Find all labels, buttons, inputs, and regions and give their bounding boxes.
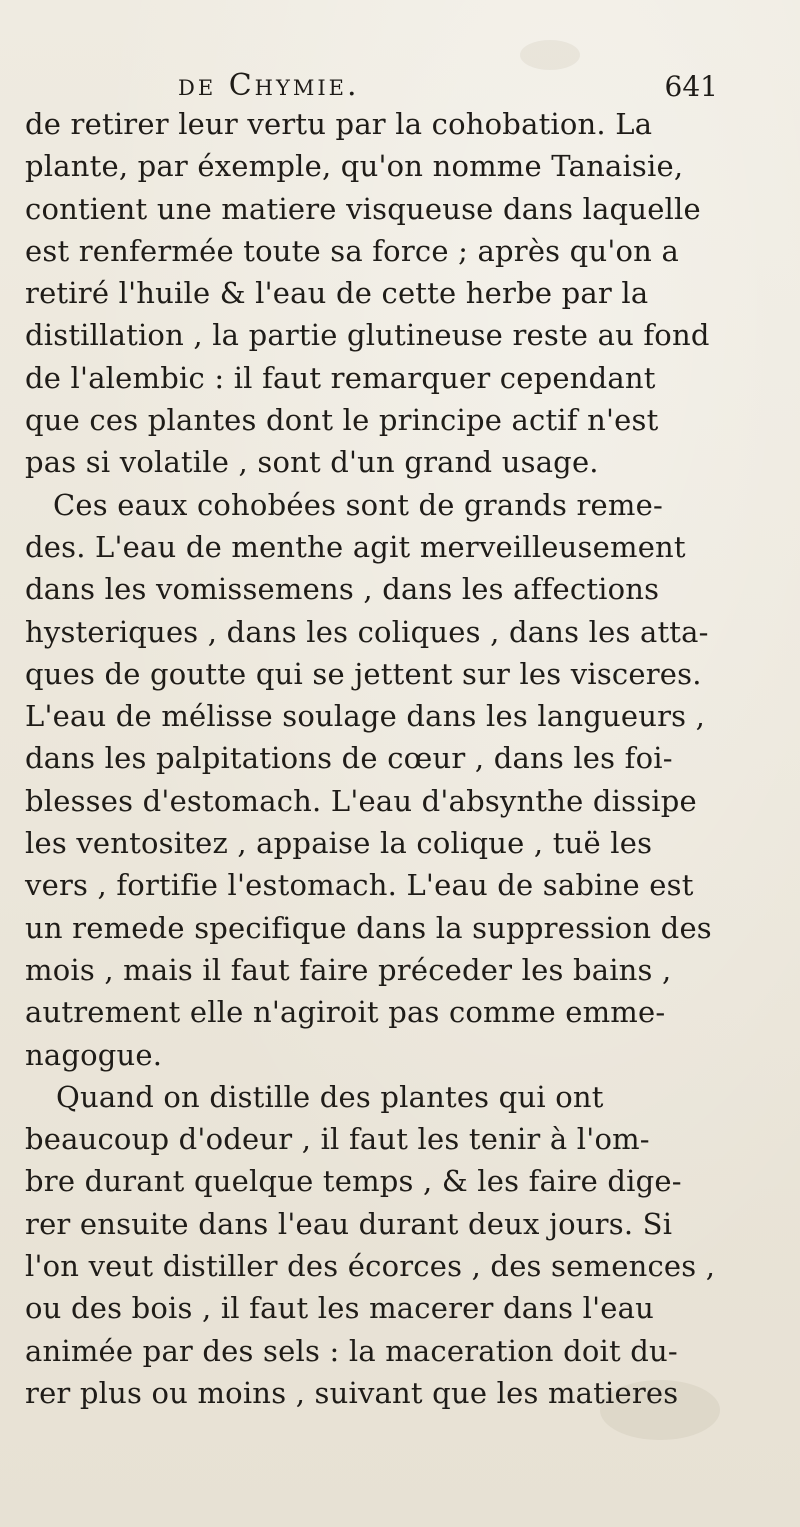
- text-line: est renfermée toute sa force ; après qu'on a: [25, 233, 679, 268]
- running-head: de Chymie.: [178, 68, 360, 103]
- text-line: les ventositez , appaise la colique , tuë les: [25, 826, 653, 861]
- text-line: des. L'eau de menthe agit merveilleusement: [25, 529, 686, 564]
- paper-stain: [520, 40, 580, 70]
- text-line: Ces eaux cohobées sont de grands reme-: [53, 487, 663, 522]
- text-line: l'on veut distiller des écorces , des semences ,: [25, 1249, 716, 1284]
- text-line: autrement elle n'agiroit pas comme emme-: [25, 995, 666, 1030]
- text-line: retiré l'huile & l'eau de cette herbe par la: [25, 276, 649, 311]
- page-header: [178, 68, 718, 108]
- text-line: rer ensuite dans l'eau durant deux jours. Si: [25, 1206, 673, 1241]
- body-text: [25, 103, 785, 1414]
- text-line: animée par des sels : la maceration doit du-: [25, 1333, 678, 1368]
- text-line: que ces plantes dont le principe actif n'est: [25, 403, 659, 438]
- text-line: blesses d'estomach. L'eau d'absynthe dissipe: [25, 783, 697, 818]
- text-line: un remede specifique dans la suppression des: [25, 910, 712, 945]
- text-line: ques de goutte qui se jettent sur les visceres.: [25, 656, 702, 691]
- text-line: vers , fortifie l'estomach. L'eau de sabine est: [25, 868, 694, 903]
- text-line: plante, par éxemple, qu'on nomme Tanaisie,: [25, 149, 684, 184]
- text-line: nagogue.: [25, 1037, 163, 1072]
- text-line: contient une matiere visqueuse dans laquelle: [25, 191, 701, 226]
- text-line: bre durant quelque temps , & les faire dige-: [25, 1164, 682, 1199]
- text-line: de l'alembic : il faut remarquer cependant: [25, 360, 656, 395]
- text-line: dans les palpitations de cœur , dans les foi-: [25, 741, 673, 776]
- text-line: L'eau de mélisse soulage dans les langueurs ,: [25, 699, 706, 734]
- text-line: ou des bois , il faut les macerer dans l'eau: [25, 1291, 655, 1326]
- page-number: 641: [664, 70, 718, 103]
- text-line: pas si volatile , sont d'un grand usage.: [25, 445, 599, 480]
- text-line: distillation , la partie glutineuse reste au fond: [25, 318, 710, 353]
- text-line: de retirer leur vertu par la cohobation. La: [25, 107, 653, 141]
- text-line: rer plus ou moins , suivant que les matieres: [25, 1375, 679, 1410]
- text-line: beaucoup d'odeur , il faut les tenir à l'om-: [25, 1122, 650, 1157]
- text-line: mois , mais il faut faire préceder les bains ,: [25, 952, 672, 987]
- text-line: dans les vomissemens , dans les affections: [25, 572, 660, 607]
- text-line: Quand on distille des plantes qui ont: [56, 1079, 604, 1114]
- text-line: hysteriques , dans les coliques , dans les atta-: [25, 614, 709, 649]
